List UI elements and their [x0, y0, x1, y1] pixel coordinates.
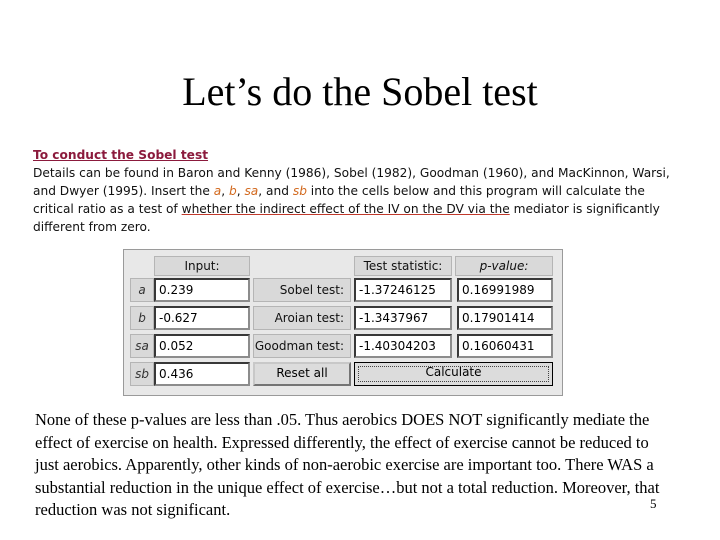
var-b: b — [228, 184, 237, 198]
sep-1: , — [221, 184, 229, 198]
row-label-sb-text: sb — [135, 367, 149, 381]
heading-link[interactable]: To conduct the Sobel test — [33, 148, 209, 162]
sep-2: , — [236, 184, 245, 198]
goodman-statistic[interactable]: -1.40304203 — [354, 334, 452, 358]
reset-all-button[interactable]: Reset all — [253, 362, 351, 386]
var-a: a — [213, 184, 222, 198]
intro-text-2: into the cells below and this program will calculate the critical ratio as a test of — [33, 184, 645, 216]
goodman-test-label: Goodman test: — [253, 334, 351, 358]
aroian-statistic[interactable]: -1.3437967 — [354, 306, 452, 330]
slide-title: Let’s do the Sobel test — [182, 69, 538, 114]
p-value-header: p-value: — [455, 256, 553, 276]
page-number: 5 — [650, 496, 657, 511]
test-statistic-header: Test statistic: — [354, 256, 452, 276]
var-sa: sa — [244, 184, 259, 198]
var-sb: sb — [292, 184, 307, 198]
sobel-calculator — [123, 249, 563, 396]
indirect-effect-link[interactable]: whether the indirect effect of the IV on the DV via the — [181, 202, 510, 216]
aroian-test-label: Aroian test: — [253, 306, 351, 330]
row-label-b: b — [130, 306, 154, 330]
row-label-sa — [130, 334, 154, 358]
input-header: Input: — [154, 256, 250, 276]
input-b[interactable]: -0.627 — [154, 306, 250, 330]
slide-body-text: None of these p-values are less than .05. Thus aerobics DOES NOT significantly mediate the effect of exercise on health. Expressed differently, the effect of exercise cannot be reduced to just aerobics. Apparently, other kinds of non-aerobic exercise are important too. There WAS a substantial reduction in the unique effect of exercise…but not a total reduction. Moreover, that reduction was not significant. — [35, 410, 660, 519]
sobel-statistic[interactable]: -1.37246125 — [354, 278, 452, 302]
sep-3: , and — [258, 184, 293, 198]
web-instructions — [33, 146, 673, 236]
input-sb[interactable]: 0.436 — [154, 362, 250, 386]
calculate-button[interactable]: Calculate — [354, 362, 553, 386]
row-label-sb — [130, 362, 154, 386]
row-label-sa-text: sa — [135, 339, 149, 353]
intro-text-1: Details can be found in Baron and Kenny (1986), Sobel (1982), Goodman (1960), and MacKinnon, Warsi, and Dwyer (1995). Insert the — [33, 166, 670, 198]
goodman-p-value[interactable]: 0.16060431 — [457, 334, 553, 358]
sobel-test-label: Sobel test: — [253, 278, 351, 302]
sobel-p-value[interactable]: 0.16991989 — [457, 278, 553, 302]
input-sa[interactable]: 0.052 — [154, 334, 250, 358]
input-a[interactable]: 0.239 — [154, 278, 250, 302]
aroian-p-value[interactable]: 0.17901414 — [457, 306, 553, 330]
intro-text-3: mediator is significantly different from zero. — [33, 202, 660, 234]
row-label-a: a — [130, 278, 154, 302]
